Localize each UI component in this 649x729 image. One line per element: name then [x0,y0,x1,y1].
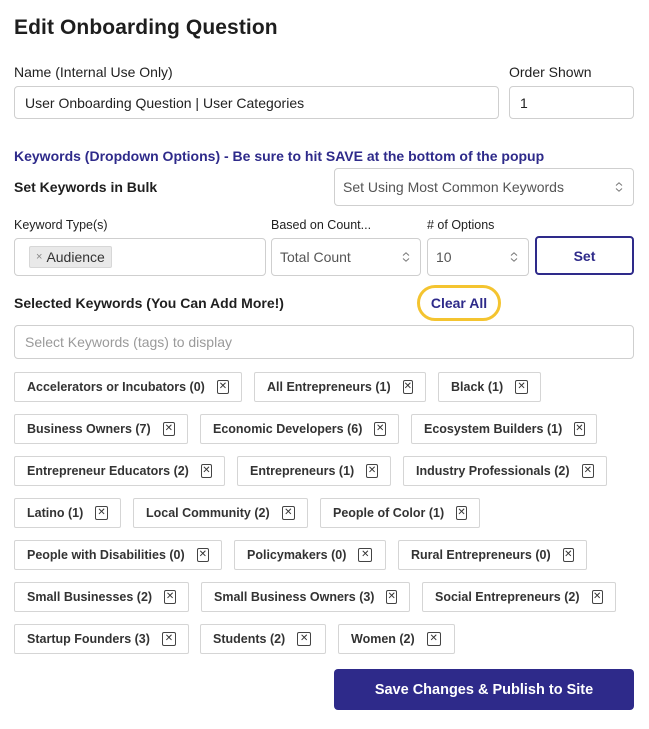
keyword-chip [14,540,222,570]
remove-keyword-icon[interactable]: ✕ [375,423,385,434]
keyword-chip [14,624,189,654]
keyword-chip-label: Small Business Owners (3) [214,590,375,604]
keyword-chip [200,624,326,654]
num-options-select[interactable] [427,238,529,276]
keyword-chip [201,582,410,612]
keyword-chip-label: Ecosystem Builders (1) [424,422,563,436]
keyword-chip-label: All Entrepreneurs (1) [267,380,391,394]
order-label: Order Shown [509,64,592,80]
bulk-select-value: Set Using Most Common Keywords [343,179,564,195]
remove-keyword-icon[interactable]: ✕ [564,549,573,560]
keyword-chip-label: Economic Developers (6) [213,422,363,436]
name-input[interactable] [14,86,499,119]
remove-keyword-icon[interactable]: ✕ [202,465,211,476]
keyword-chip-label: Women (2) [351,632,415,646]
bulk-label: Set Keywords in Bulk [14,179,158,195]
keyword-chip-label: Students (2) [213,632,286,646]
remove-keyword-icon[interactable]: ✕ [165,591,175,602]
num-options-label: # of Options [427,218,495,232]
keyword-chip-label: Small Businesses (2) [27,590,153,604]
remove-keyword-icon[interactable]: ✕ [593,591,602,602]
remove-keyword-icon[interactable]: ✕ [427,632,441,646]
keyword-chip-label: Rural Entrepreneurs (0) [411,548,551,562]
bulk-select[interactable] [334,168,634,206]
keyword-chip-label: People with Disabilities (0) [27,548,185,562]
keyword-chip-label: Local Community (2) [146,506,270,520]
keyword-chip-label: Startup Founders (3) [27,632,150,646]
keyword-chip [422,582,616,612]
keyword-chip [200,414,399,444]
remove-keyword-icon[interactable]: ✕ [515,380,528,394]
keyword-chip [237,456,391,486]
keyword-chip-label: Industry Professionals (2) [416,464,570,478]
remove-keyword-icon[interactable]: ✕ [164,423,174,434]
chevron-down-icon [510,252,520,262]
keyword-chip [338,624,455,654]
remove-keyword-icon[interactable]: ✕ [582,464,594,478]
keyword-chip [438,372,541,402]
name-input-value: User Onboarding Question | User Categories [25,94,305,111]
keyword-chip [403,456,607,486]
keyword-chip [133,498,308,528]
name-label: Name (Internal Use Only) [14,64,173,80]
page-title: Edit Onboarding Question [14,16,278,39]
keyword-chip [14,414,188,444]
keyword-chip [14,456,225,486]
keywords-heading: Keywords (Dropdown Options) - Be sure to hit SAVE at the bottom of the popup [14,148,545,164]
chevron-down-icon [402,252,412,262]
keyword-chip [320,498,480,528]
based-on-select[interactable] [271,238,421,276]
chevron-down-icon [615,182,625,192]
keyword-chip-label: People of Color (1) [333,506,445,520]
keyword-chip [14,372,242,402]
set-button[interactable]: Set [535,236,634,275]
remove-keyword-icon[interactable]: ✕ [387,591,396,602]
keyword-chip-label: Accelerators or Incubators (0) [27,380,205,394]
keyword-chip [254,372,426,402]
order-input[interactable] [509,86,634,119]
remove-keyword-icon[interactable]: ✕ [297,632,311,646]
keyword-chip-label: Business Owners (7) [27,422,151,436]
keyword-chip-label: Black (1) [451,380,504,394]
based-on-value: Total Count [280,249,351,265]
remove-keyword-icon[interactable]: ✕ [575,423,584,434]
keyword-chip-label: Policymakers (0) [247,548,347,562]
keyword-type-label: Keyword Type(s) [14,218,108,232]
keyword-chip-label: Entrepreneur Educators (2) [27,464,189,478]
keyword-search-placeholder: Select Keywords (tags) to display [25,334,232,350]
remove-keyword-icon[interactable]: ✕ [282,506,295,520]
keyword-search-input[interactable] [14,325,634,359]
remove-keyword-icon[interactable]: ✕ [162,632,176,646]
keyword-type-tag-label: Audience [46,249,105,265]
keyword-chip [14,582,189,612]
remove-keyword-icon[interactable]: ✕ [358,548,372,562]
based-on-label: Based on Count... [271,218,372,232]
keyword-chip [411,414,597,444]
remove-keyword-icon[interactable]: ✕ [457,507,466,518]
keyword-chip [14,498,121,528]
order-input-value: 1 [520,94,528,111]
num-options-value: 10 [436,249,452,265]
keyword-type-input[interactable] [14,238,266,276]
keyword-chip [234,540,386,570]
keyword-chip-label: Latino (1) [27,506,84,520]
remove-keyword-icon[interactable]: ✕ [367,465,377,476]
keyword-type-tag [29,246,112,268]
tag-remove-icon[interactable]: × [36,251,43,263]
selected-keywords-label: Selected Keywords (You Can Add More!) [14,295,284,311]
clear-all-button[interactable]: Clear All [417,285,501,321]
remove-keyword-icon[interactable]: ✕ [403,381,413,392]
keyword-chip-label: Entrepreneurs (1) [250,464,355,478]
remove-keyword-icon[interactable]: ✕ [198,549,208,560]
save-publish-button[interactable]: Save Changes & Publish to Site [334,669,634,710]
keyword-chip [398,540,587,570]
keyword-chip-label: Social Entrepreneurs (2) [435,590,580,604]
remove-keyword-icon[interactable]: ✕ [218,381,228,392]
remove-keyword-icon[interactable]: ✕ [95,506,108,520]
